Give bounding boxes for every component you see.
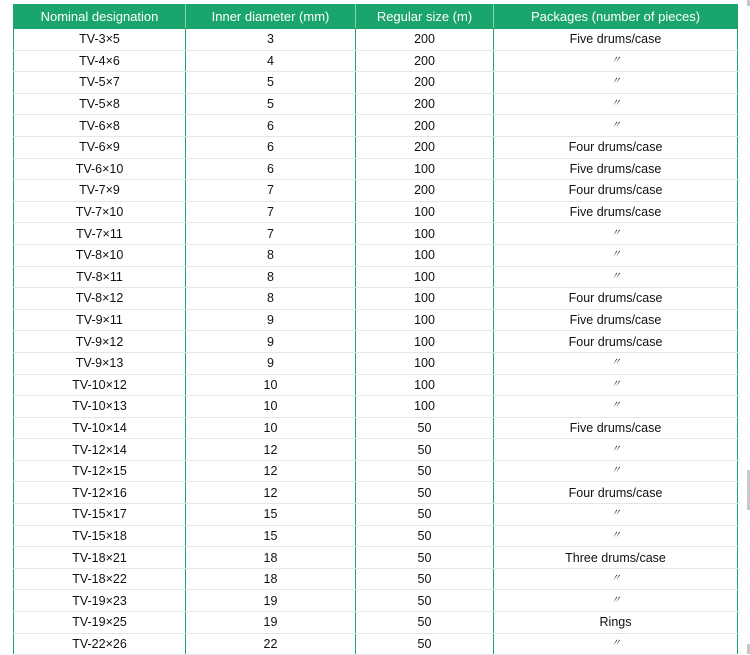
regular-size-cell: 100 bbox=[356, 396, 494, 418]
nominal-designation-cell: TV-7×9 bbox=[14, 180, 186, 202]
table-row bbox=[14, 72, 738, 94]
table-row bbox=[14, 115, 738, 137]
regular-size-cell: 100 bbox=[356, 244, 494, 266]
table-body bbox=[14, 29, 738, 655]
regular-size-cell: 50 bbox=[356, 633, 494, 655]
inner-diameter-cell: 19 bbox=[186, 612, 356, 634]
table-row bbox=[14, 201, 738, 223]
packages-cell: 〃 bbox=[494, 50, 738, 72]
inner-diameter-cell: 15 bbox=[186, 504, 356, 526]
nominal-designation-cell: TV-6×10 bbox=[14, 158, 186, 180]
nominal-designation-cell: TV-8×11 bbox=[14, 266, 186, 288]
packages-cell: 〃 bbox=[494, 633, 738, 655]
inner-diameter-cell: 6 bbox=[186, 158, 356, 180]
nominal-designation-cell: TV-12×14 bbox=[14, 439, 186, 461]
nominal-designation-cell: TV-22×26 bbox=[14, 633, 186, 655]
table-row bbox=[14, 158, 738, 180]
inner-diameter-cell: 5 bbox=[186, 72, 356, 94]
packages-cell: 〃 bbox=[494, 525, 738, 547]
regular-size-cell: 100 bbox=[356, 201, 494, 223]
regular-size-cell: 50 bbox=[356, 568, 494, 590]
table-header-row bbox=[14, 5, 738, 29]
inner-diameter-cell: 7 bbox=[186, 201, 356, 223]
regular-size-cell: 50 bbox=[356, 460, 494, 482]
packages-cell: 〃 bbox=[494, 223, 738, 245]
packages-cell: Four drums/case bbox=[494, 482, 738, 504]
nominal-designation-cell: TV-9×12 bbox=[14, 331, 186, 353]
table-row bbox=[14, 568, 738, 590]
table-row bbox=[14, 612, 738, 634]
product-spec-table bbox=[13, 4, 738, 655]
regular-size-cell: 200 bbox=[356, 136, 494, 158]
product-table-container bbox=[13, 4, 737, 655]
nominal-designation-cell: TV-3×5 bbox=[14, 29, 186, 51]
packages-cell: 〃 bbox=[494, 72, 738, 94]
inner-diameter-cell: 3 bbox=[186, 29, 356, 51]
table-row bbox=[14, 50, 738, 72]
regular-size-cell: 100 bbox=[356, 309, 494, 331]
regular-size-cell: 50 bbox=[356, 439, 494, 461]
packages-cell: 〃 bbox=[494, 590, 738, 612]
nominal-designation-cell: TV-9×11 bbox=[14, 309, 186, 331]
packages-cell: Five drums/case bbox=[494, 29, 738, 51]
inner-diameter-cell: 8 bbox=[186, 244, 356, 266]
table-row bbox=[14, 331, 738, 353]
packages-cell: Four drums/case bbox=[494, 180, 738, 202]
regular-size-cell: 200 bbox=[356, 29, 494, 51]
inner-diameter-cell: 10 bbox=[186, 417, 356, 439]
packages-cell: 〃 bbox=[494, 93, 738, 115]
nominal-designation-cell: TV-6×9 bbox=[14, 136, 186, 158]
table-row bbox=[14, 309, 738, 331]
nominal-designation-cell: TV-15×17 bbox=[14, 504, 186, 526]
nominal-designation-cell: TV-5×7 bbox=[14, 72, 186, 94]
regular-size-cell: 50 bbox=[356, 590, 494, 612]
table-row bbox=[14, 288, 738, 310]
nominal-designation-cell: TV-8×12 bbox=[14, 288, 186, 310]
inner-diameter-cell: 15 bbox=[186, 525, 356, 547]
inner-diameter-cell: 7 bbox=[186, 180, 356, 202]
table-row bbox=[14, 223, 738, 245]
regular-size-cell: 100 bbox=[356, 331, 494, 353]
regular-size-cell: 50 bbox=[356, 612, 494, 634]
packages-cell: Four drums/case bbox=[494, 288, 738, 310]
table-row bbox=[14, 180, 738, 202]
table-row bbox=[14, 396, 738, 418]
inner-diameter-cell: 8 bbox=[186, 288, 356, 310]
inner-diameter-cell: 8 bbox=[186, 266, 356, 288]
nominal-designation-cell: TV-12×16 bbox=[14, 482, 186, 504]
inner-diameter-cell: 18 bbox=[186, 568, 356, 590]
packages-cell: 〃 bbox=[494, 396, 738, 418]
regular-size-cell: 50 bbox=[356, 525, 494, 547]
table-row bbox=[14, 547, 738, 569]
header-inner-diameter: Inner diameter (mm) bbox=[186, 5, 356, 29]
packages-cell: Five drums/case bbox=[494, 201, 738, 223]
inner-diameter-cell: 10 bbox=[186, 374, 356, 396]
regular-size-cell: 100 bbox=[356, 223, 494, 245]
regular-size-cell: 200 bbox=[356, 180, 494, 202]
regular-size-cell: 50 bbox=[356, 504, 494, 526]
packages-cell: 〃 bbox=[494, 504, 738, 526]
table-row bbox=[14, 374, 738, 396]
nominal-designation-cell: TV-19×23 bbox=[14, 590, 186, 612]
nominal-designation-cell: TV-18×22 bbox=[14, 568, 186, 590]
header-nominal-designation: Nominal designation bbox=[14, 5, 186, 29]
regular-size-cell: 200 bbox=[356, 50, 494, 72]
inner-diameter-cell: 22 bbox=[186, 633, 356, 655]
nominal-designation-cell: TV-19×25 bbox=[14, 612, 186, 634]
table-row bbox=[14, 525, 738, 547]
nominal-designation-cell: TV-18×21 bbox=[14, 547, 186, 569]
regular-size-cell: 100 bbox=[356, 288, 494, 310]
nominal-designation-cell: TV-6×8 bbox=[14, 115, 186, 137]
header-packages: Packages (number of pieces) bbox=[494, 5, 738, 29]
table-row bbox=[14, 504, 738, 526]
nominal-designation-cell: TV-5×8 bbox=[14, 93, 186, 115]
nominal-designation-cell: TV-7×10 bbox=[14, 201, 186, 223]
inner-diameter-cell: 6 bbox=[186, 136, 356, 158]
table-row bbox=[14, 266, 738, 288]
inner-diameter-cell: 12 bbox=[186, 482, 356, 504]
regular-size-cell: 50 bbox=[356, 417, 494, 439]
packages-cell: Five drums/case bbox=[494, 417, 738, 439]
table-row bbox=[14, 417, 738, 439]
header-regular-size: Regular size (m) bbox=[356, 5, 494, 29]
inner-diameter-cell: 4 bbox=[186, 50, 356, 72]
table-row bbox=[14, 352, 738, 374]
nominal-designation-cell: TV-15×18 bbox=[14, 525, 186, 547]
inner-diameter-cell: 12 bbox=[186, 439, 356, 461]
packages-cell: 〃 bbox=[494, 115, 738, 137]
inner-diameter-cell: 9 bbox=[186, 331, 356, 353]
regular-size-cell: 100 bbox=[356, 352, 494, 374]
nominal-designation-cell: TV-10×13 bbox=[14, 396, 186, 418]
packages-cell: Rings bbox=[494, 612, 738, 634]
packages-cell: 〃 bbox=[494, 568, 738, 590]
regular-size-cell: 200 bbox=[356, 72, 494, 94]
regular-size-cell: 50 bbox=[356, 547, 494, 569]
inner-diameter-cell: 18 bbox=[186, 547, 356, 569]
packages-cell: 〃 bbox=[494, 352, 738, 374]
inner-diameter-cell: 9 bbox=[186, 309, 356, 331]
inner-diameter-cell: 9 bbox=[186, 352, 356, 374]
table-row bbox=[14, 482, 738, 504]
nominal-designation-cell: TV-10×14 bbox=[14, 417, 186, 439]
inner-diameter-cell: 5 bbox=[186, 93, 356, 115]
regular-size-cell: 50 bbox=[356, 482, 494, 504]
inner-diameter-cell: 10 bbox=[186, 396, 356, 418]
table-row bbox=[14, 590, 738, 612]
table-row bbox=[14, 244, 738, 266]
table-row bbox=[14, 439, 738, 461]
packages-cell: Five drums/case bbox=[494, 158, 738, 180]
packages-cell: 〃 bbox=[494, 439, 738, 461]
table-row bbox=[14, 633, 738, 655]
regular-size-cell: 200 bbox=[356, 115, 494, 137]
nominal-designation-cell: TV-8×10 bbox=[14, 244, 186, 266]
inner-diameter-cell: 7 bbox=[186, 223, 356, 245]
regular-size-cell: 100 bbox=[356, 158, 494, 180]
nominal-designation-cell: TV-10×12 bbox=[14, 374, 186, 396]
table-row bbox=[14, 460, 738, 482]
packages-cell: Four drums/case bbox=[494, 136, 738, 158]
regular-size-cell: 200 bbox=[356, 93, 494, 115]
packages-cell: 〃 bbox=[494, 244, 738, 266]
packages-cell: Four drums/case bbox=[494, 331, 738, 353]
regular-size-cell: 100 bbox=[356, 266, 494, 288]
table-row bbox=[14, 136, 738, 158]
inner-diameter-cell: 19 bbox=[186, 590, 356, 612]
nominal-designation-cell: TV-7×11 bbox=[14, 223, 186, 245]
inner-diameter-cell: 12 bbox=[186, 460, 356, 482]
table-row bbox=[14, 29, 738, 51]
packages-cell: 〃 bbox=[494, 374, 738, 396]
packages-cell: 〃 bbox=[494, 266, 738, 288]
nominal-designation-cell: TV-4×6 bbox=[14, 50, 186, 72]
nominal-designation-cell: TV-9×13 bbox=[14, 352, 186, 374]
packages-cell: Five drums/case bbox=[494, 309, 738, 331]
nominal-designation-cell: TV-12×15 bbox=[14, 460, 186, 482]
packages-cell: Three drums/case bbox=[494, 547, 738, 569]
table-row bbox=[14, 93, 738, 115]
packages-cell: 〃 bbox=[494, 460, 738, 482]
inner-diameter-cell: 6 bbox=[186, 115, 356, 137]
regular-size-cell: 100 bbox=[356, 374, 494, 396]
